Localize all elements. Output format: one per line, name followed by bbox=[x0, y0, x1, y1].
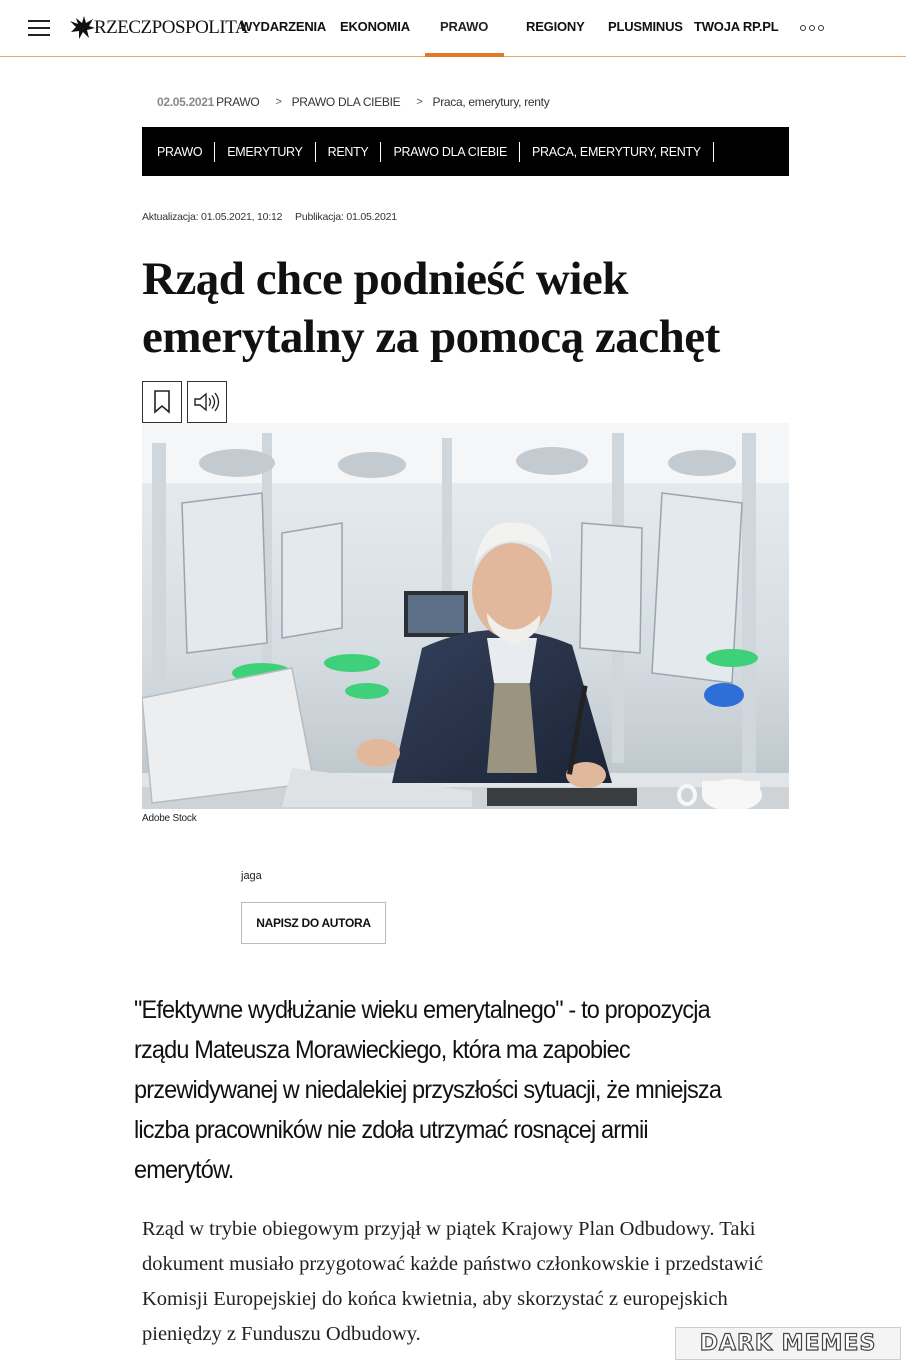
top-navigation-bar bbox=[0, 0, 906, 57]
eagle-logo-icon bbox=[68, 15, 96, 41]
site-logo[interactable] bbox=[68, 14, 248, 42]
nav-item-ekonomia[interactable]: EKONOMIA bbox=[340, 19, 410, 34]
nav-item-plusminus[interactable]: PLUSMINUS bbox=[608, 19, 683, 34]
article-lead: "Efektywne wydłużanie wieku emerytalnego" - to propozycja rządu Mateusza Morawieckiego, która ma zapobiec przewidywanej w niedalekiej przyszłości sytuacji, że mniejsza liczba pracowników nie zdoła utrzymać rosnącej armii emerytów. bbox=[134, 996, 722, 1184]
bookmark-icon bbox=[153, 390, 171, 414]
nav-item-regiony[interactable]: REGIONY bbox=[526, 19, 585, 34]
article-hero-image bbox=[142, 423, 789, 809]
nav-item-prawo[interactable]: PRAWO bbox=[440, 19, 489, 34]
hamburger-icon[interactable] bbox=[28, 20, 50, 36]
tag-emerytury[interactable]: EMERYTURY bbox=[227, 142, 315, 162]
write-to-author-button[interactable]: NAPISZ DO AUTORA bbox=[241, 902, 386, 944]
updated-date: Aktualizacja: 01.05.2021, 10:12 bbox=[142, 211, 283, 223]
active-nav-indicator bbox=[425, 53, 504, 57]
article-dates bbox=[142, 211, 397, 223]
tag-renty[interactable]: RENTY bbox=[328, 142, 382, 162]
listen-button[interactable] bbox=[187, 381, 227, 423]
image-credit: Adobe Stock bbox=[142, 813, 197, 824]
breadcrumb bbox=[157, 95, 549, 109]
office-photo bbox=[142, 423, 789, 809]
bookmark-button[interactable] bbox=[142, 381, 182, 423]
tag-prawo[interactable]: PRAWO bbox=[157, 142, 215, 162]
author-name[interactable]: jaga bbox=[241, 870, 262, 882]
breadcrumb-item-prawo-dla-ciebie[interactable]: PRAWO DLA CIEBIE bbox=[291, 95, 401, 109]
chevron-right-icon: > bbox=[416, 96, 423, 108]
chevron-right-icon: > bbox=[275, 96, 282, 108]
tag-bar bbox=[142, 127, 789, 176]
breadcrumb-item-prawo[interactable]: PRAWO bbox=[216, 95, 260, 109]
article-headline: Rząd chce podnieść wiek emerytalny za pomocą zachęt bbox=[142, 253, 720, 363]
article-body-paragraph: Rząd w trybie obiegowym przyjął w piątek Krajowy Plan Odbudowy. Taki dokument musiało przygotować każde państwo członkowskie i przedstawić Komisji Europejskiej do końca kwietnia, aby skorzystać z europejskich pieniędzy z Funduszu Odbudowy. bbox=[142, 1218, 764, 1345]
speaker-icon bbox=[193, 391, 221, 413]
logo-wordmark: RZECZPOSPOLITA bbox=[94, 17, 249, 38]
more-dots-icon[interactable] bbox=[800, 25, 824, 31]
watermark-logo: DARK MEMES bbox=[675, 1327, 901, 1360]
breadcrumb-date: 02.05.2021 bbox=[157, 95, 215, 109]
tag-prawo-dla-ciebie[interactable]: PRAWO DLA CIEBIE bbox=[393, 142, 520, 162]
published-date: Publikacja: 01.05.2021 bbox=[295, 211, 397, 223]
tag-praca-emerytury-renty[interactable]: PRACA, EMERYTURY, RENTY bbox=[532, 142, 714, 162]
nav-item-twoja-rp[interactable]: TWOJA RP.PL bbox=[694, 19, 779, 34]
nav-item-wydarzenia[interactable]: WYDARZENIA bbox=[240, 19, 327, 34]
breadcrumb-item-praca[interactable]: Praca, emerytury, renty bbox=[432, 95, 550, 109]
